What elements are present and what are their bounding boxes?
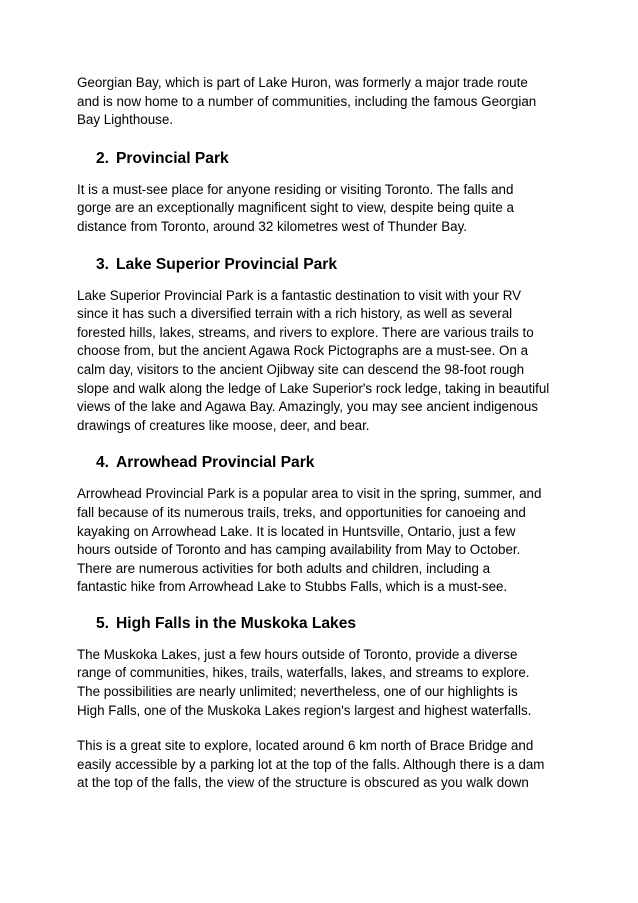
text-line: drawings of creatures like moose, deer, and bear. [77,417,370,433]
text-line: fall because of its numerous trails, treks, and opportunities for canoeing and [77,504,526,520]
section-paragraph [77,646,565,720]
section-heading-arrowhead [77,453,565,473]
text-line: views of the lake and Agawa Bay. Amazingly, you may see ancient indigenous [77,399,539,415]
text-line: Arrowhead Provincial Park is a popular area to visit in the spring, summer, and [77,486,542,502]
text-line: hours outside of Toronto and has camping availability from May to October. [77,542,521,558]
text-line: Georgian Bay, which is part of Lake Huron, was formerly a major trade route [77,75,528,90]
text-line: calm day, visitors to the ancient Ojibway site can descend the 98-foot rough [77,361,525,377]
section-paragraph [77,485,565,597]
intro-paragraph [77,74,565,130]
text-line: Lake Superior Provincial Park is a fantastic destination to visit with your RV [77,287,522,303]
text-line: distance from Toronto, around 32 kilometres west of Thunder Bay. [77,218,468,234]
text-line: since it has such a diversified terrain with a rich history, as well as several [77,306,513,322]
text-line: There are numerous activities for both adults and children, including a [77,560,491,576]
section-number: 2. [96,149,110,167]
section-paragraph [77,287,565,436]
text-line: fantastic hike from Arrowhead Lake to Stubbs Falls, which is a must-see. [77,579,508,595]
section-heading-high-falls [77,614,565,634]
section-number: 5. [96,614,110,632]
text-line: It is a must-see place for anyone residing or visiting Toronto. The falls and [77,181,514,197]
text-line: This is a great site to explore, located around 6 km north of Brace Bridge and [77,738,534,754]
section-paragraph [77,181,565,237]
text-line: easily accessible by a parking lot at the top of the falls. Although there is a dam [77,756,545,772]
text-line: choose from, but the ancient Agawa Rock Pictographs are a must-see. On a [77,343,529,359]
text-line: forested hills, lakes, streams, and rivers to explore. There are various trails to [77,324,534,340]
section-title: Provincial Park [116,149,229,167]
text-line: and is now home to a number of communities, including the famous Georgian [77,93,537,109]
text-line: The Muskoka Lakes, just a few hours outside of Toronto, provide a diverse [77,646,518,662]
text-line: range of communities, hikes, trails, waterfalls, lakes, and streams to explore. [77,665,530,681]
section-heading-lake-superior [77,255,565,275]
text-line: kayaking on Arrowhead Lake. It is located in Huntsville, Ontario, just a few [77,523,516,539]
text-line: High Falls, one of the Muskoka Lakes region's largest and highest waterfalls. [77,702,532,718]
section-title: High Falls in the Muskoka Lakes [116,614,357,632]
section-title: Arrowhead Provincial Park [116,454,315,472]
text-line: gorge are an exceptionally magnificent sight to view, despite being quite a [77,200,514,216]
text-line: at the top of the falls, the view of the structure is obscured as you walk down [77,775,529,791]
section-number: 4. [96,454,110,472]
section-number: 3. [96,255,110,273]
document-page [77,70,565,793]
text-line: slope and walk along the ledge of Lake Superior's rock ledge, taking in beautiful [77,380,550,396]
section-paragraph [77,737,565,793]
text-line: The possibilities are nearly unlimited; nevertheless, one of our highlights is [77,684,518,700]
section-heading-provincial-park [77,149,565,169]
section-title: Lake Superior Provincial Park [116,255,338,273]
text-line: Bay Lighthouse. [77,112,174,128]
